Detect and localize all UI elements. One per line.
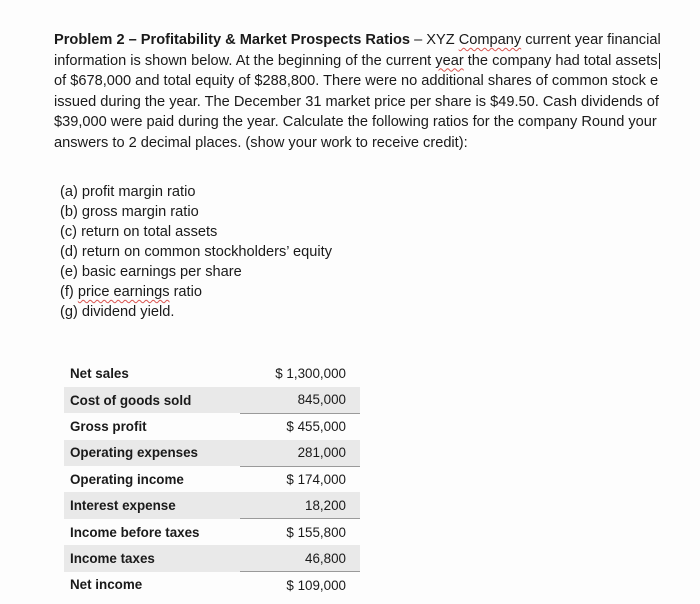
table-row (64, 440, 360, 466)
row-label: Net sales (70, 366, 129, 382)
row-amount: 18,200 (240, 492, 360, 518)
task-e: (e) basic earnings per share (60, 264, 242, 280)
line2-suffix-with-cursor: the company had total assets (463, 52, 658, 69)
row-label: Operating expenses (70, 445, 199, 461)
table-row (64, 519, 360, 545)
task-b: (b) gross margin ratio (60, 204, 199, 220)
problem-line-5: $39,000 were paid during the year. Calculate the following ratios for the company Round your (54, 114, 657, 130)
row-amount: 281,000 (240, 440, 360, 466)
company-word-spellcheck: Company (458, 32, 522, 48)
task-g: (g) dividend yield. (60, 304, 175, 320)
problem-line-2 (54, 51, 679, 72)
table-row (64, 361, 360, 387)
title-dash: – (410, 32, 427, 48)
task-a: (a) profit margin ratio (60, 184, 196, 200)
row-label: Gross profit (70, 418, 147, 434)
row-label: Interest expense (70, 498, 176, 514)
line1-suffix: current year financial (521, 32, 661, 48)
task-f (60, 282, 332, 302)
problem-line-3: of $678,000 and total equity of $288,800. There were no additional shares of common stock e (54, 73, 659, 89)
problem-title: Problem 2 – Profitability & Market Prospects Ratios (54, 32, 411, 48)
task-f-suffix: ratio (169, 284, 202, 300)
row-label: Income before taxes (70, 524, 200, 540)
table-row (64, 545, 360, 571)
line2-prefix: information is shown below. At the beginning of the current (54, 52, 436, 69)
task-d: (d) return on common stockholders’ equity (60, 244, 332, 260)
row-amount: $ 155,800 (286, 524, 346, 540)
row-label: Income taxes (70, 550, 155, 566)
row-amount: $ 109,000 (286, 577, 346, 593)
row-amount: $ 174,000 (286, 472, 346, 487)
problem-line-1 (54, 30, 679, 51)
task-f-highlight: price earnings (77, 284, 170, 300)
income-statement-table (64, 361, 360, 598)
row-amount: 46,800 (240, 545, 360, 571)
task-f-prefix: (f) (60, 284, 78, 300)
row-amount: $ 455,000 (286, 419, 346, 435)
task-c: (c) return on total assets (60, 224, 218, 240)
problem-statement (54, 30, 679, 153)
row-amount: $ 1,300,000 (275, 366, 346, 382)
row-amount: 845,000 (240, 387, 360, 413)
ratio-task-list (60, 182, 332, 322)
table-row (64, 413, 360, 439)
table-row (64, 466, 360, 492)
problem-line-4: issued during the year. The December 31 market price per share is $49.50. Cash dividends of (54, 93, 659, 110)
table-row (64, 572, 360, 598)
problem-line-6: answers to 2 decimal places. (show your work to receive credit): (54, 134, 468, 151)
table-row (64, 387, 360, 413)
company-prefix: XYZ (426, 32, 459, 48)
year-word-spellcheck: year (435, 52, 464, 69)
row-label: Operating income (70, 471, 184, 487)
row-label: Net income (70, 577, 143, 593)
row-label: Cost of goods sold (70, 392, 192, 408)
table-row (64, 492, 360, 518)
